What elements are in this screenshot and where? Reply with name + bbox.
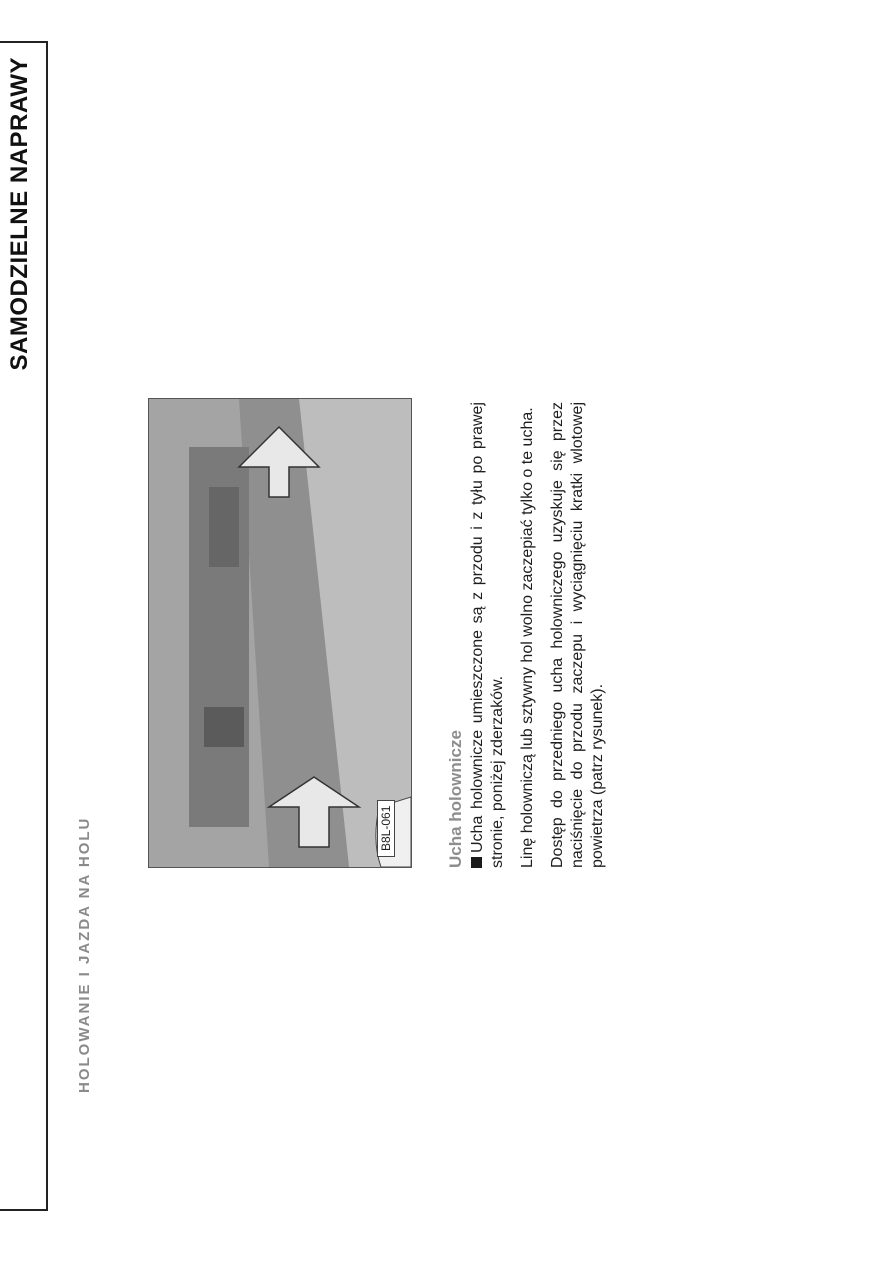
page-title: SAMODZIELNE NAPRAWY <box>6 57 33 371</box>
col1-paragraph: Dostęp do przedniego ucha holowniczego uzyskuje się przez naciśnięcie do przodu zaczepu i wyciągnięciu kratki wlotowej powietrza (patrz rysunek). <box>549 402 606 868</box>
figure <box>148 398 412 868</box>
figure-label: B8L-061 <box>377 800 395 857</box>
figure-illustration <box>149 399 411 867</box>
header-box <box>0 41 48 1211</box>
col1-paragraph: Linę holowniczą lub sztywny hol wolno zaczepiać tylko o te ucha. <box>519 407 536 868</box>
col1-paragraph: Ucha holownicze umieszczone są z przodu i z tyłu po prawej stronie, poniżej zderzaków. <box>469 402 506 868</box>
heading-ucha-holownicze: Ucha holownicze <box>446 730 465 868</box>
bullet-square-icon <box>471 857 482 868</box>
section-header: HOLOWANIE I JAZDA NA HOLU <box>76 816 93 1093</box>
column-1 <box>446 402 618 868</box>
